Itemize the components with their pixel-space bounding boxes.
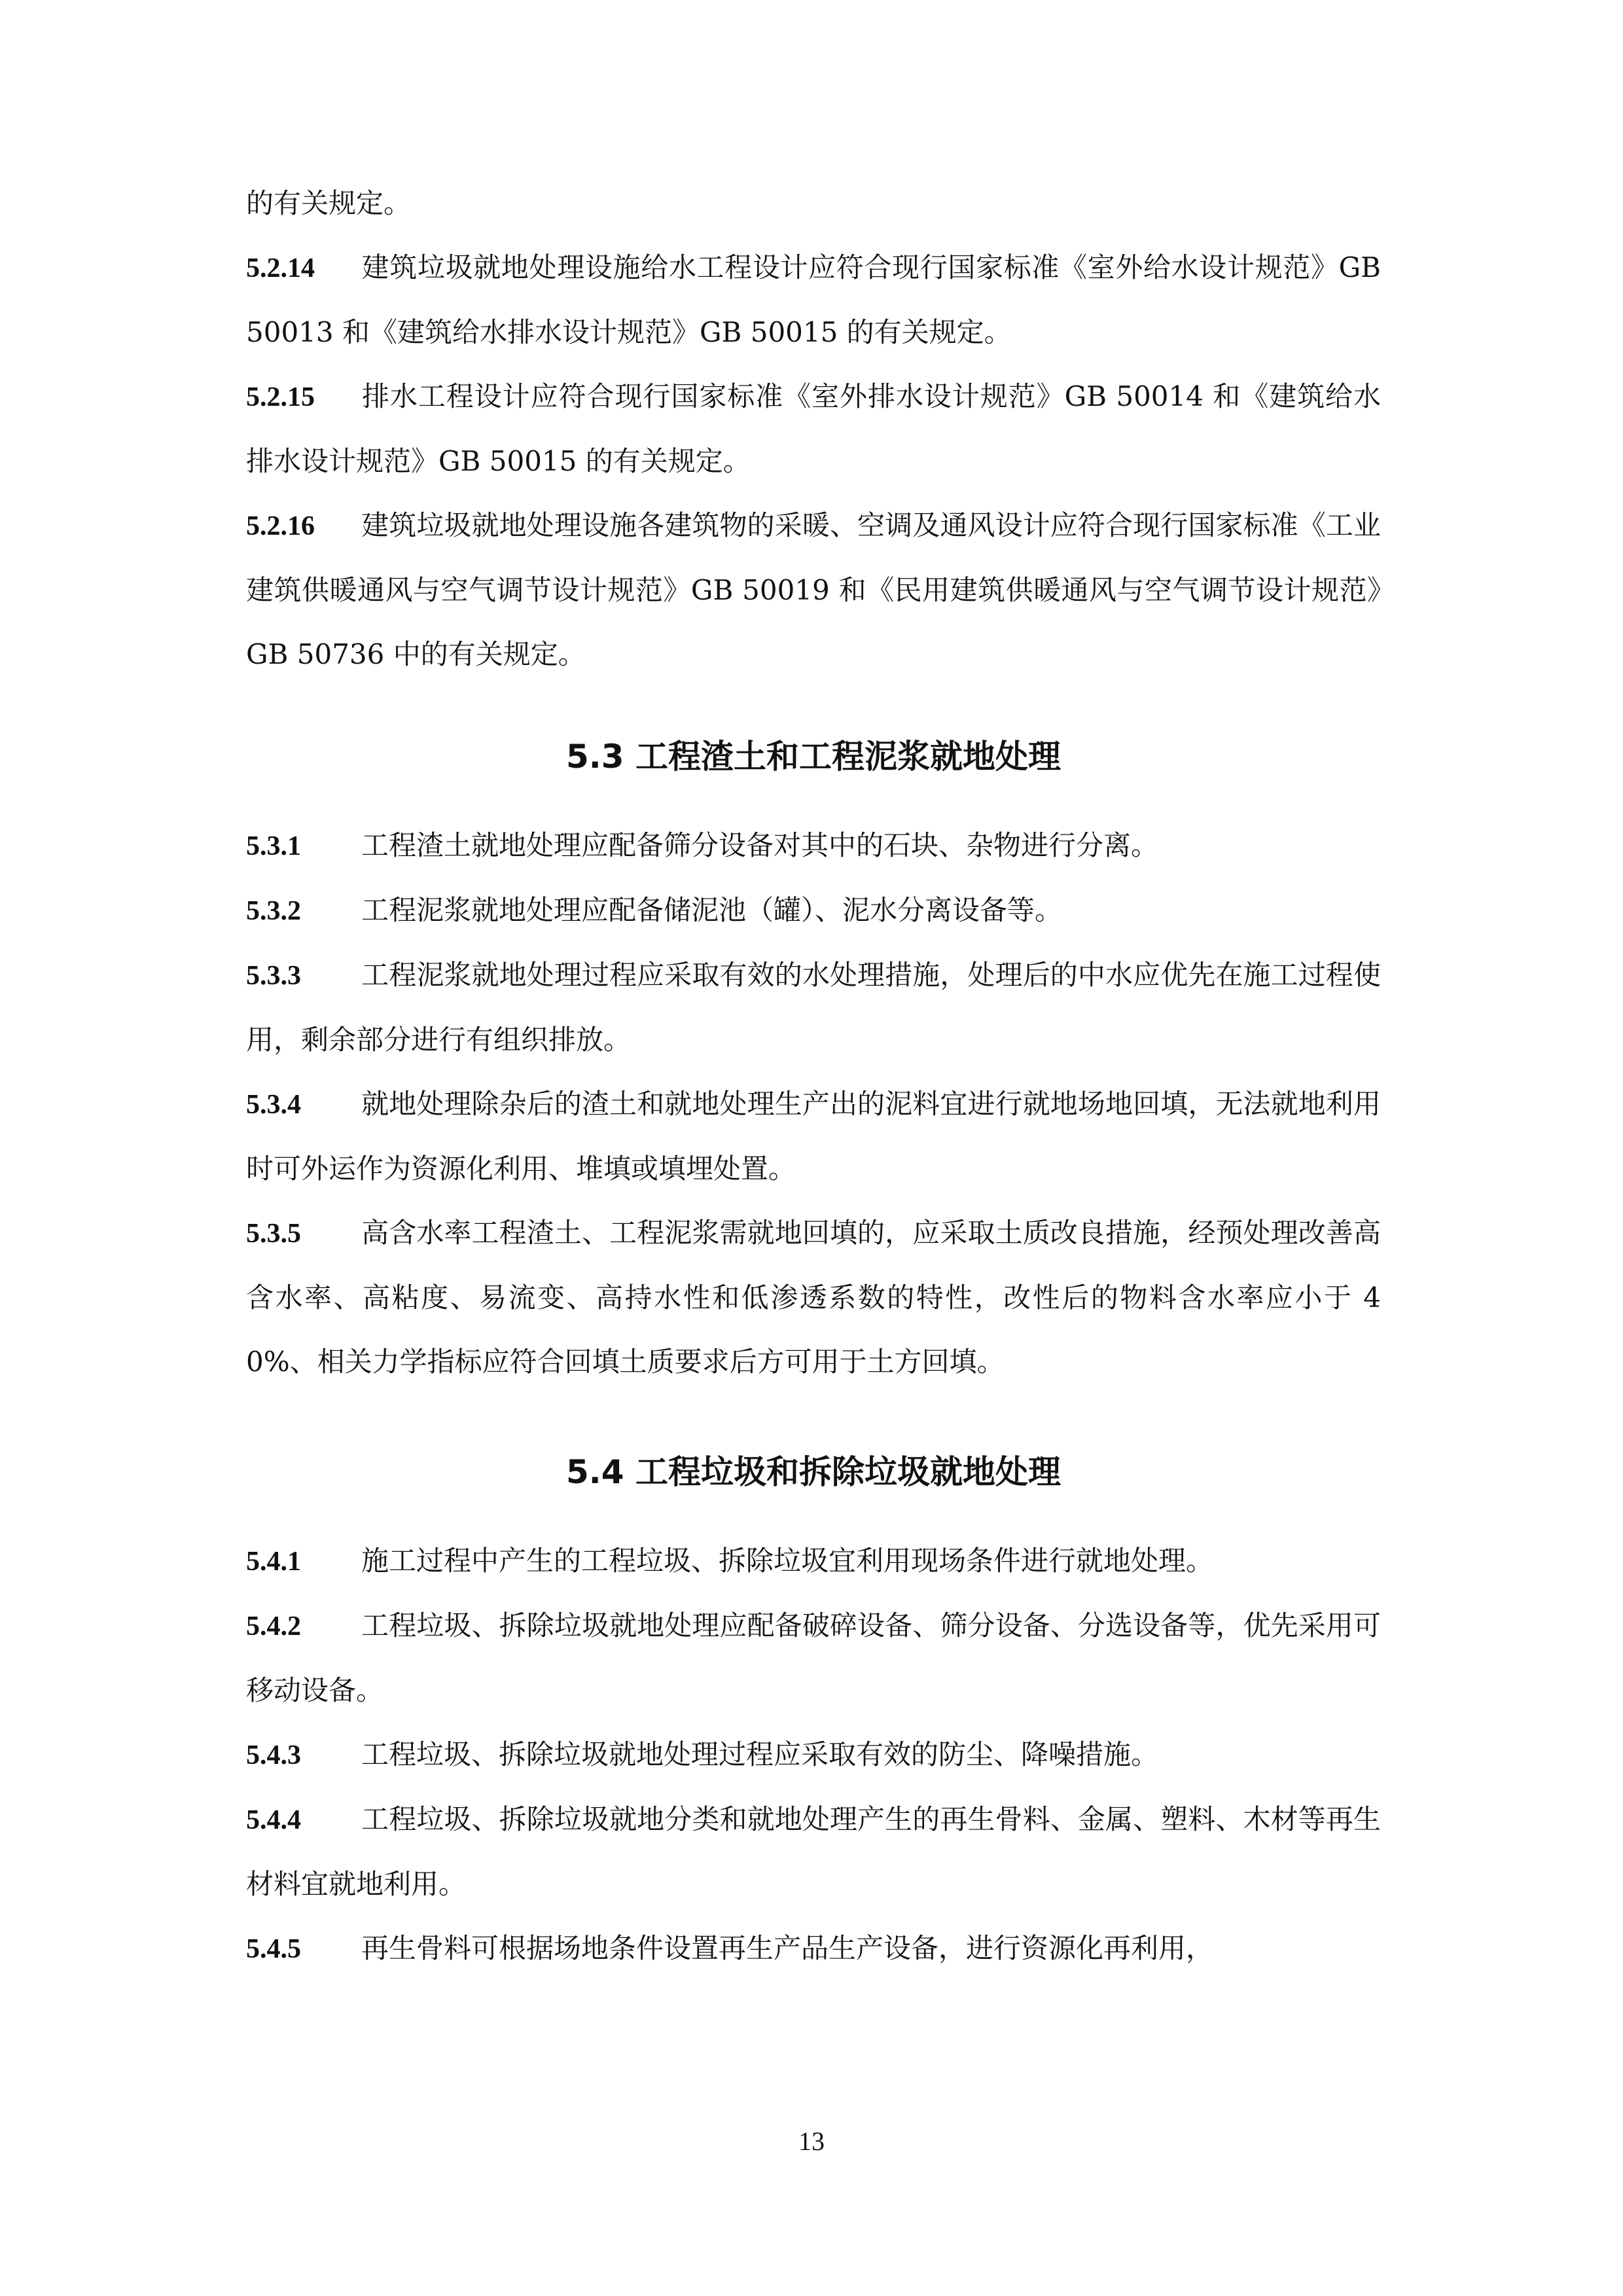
clause-text: 施工过程中产生的工程垃圾、拆除垃圾宜利用现场条件进行就地处理。 (361, 1545, 1214, 1577)
clause-number: 5.2.14 (246, 253, 315, 283)
clause-text: 工程垃圾、拆除垃圾就地处理应配备破碎设备、筛分设备、分选设备等，优先采用可移动设备。 (246, 1609, 1381, 1706)
clause-5-4-2 (246, 1594, 1381, 1723)
clause-number: 5.4.4 (246, 1805, 301, 1835)
clause-5-4-3 (246, 1723, 1381, 1787)
clause-5-4-5 (246, 1916, 1381, 1981)
page-number: 13 (798, 2126, 825, 2156)
clause-5-2-16 (246, 493, 1381, 687)
clause-text: 工程垃圾、拆除垃圾就地处理过程应采取有效的防尘、降噪措施。 (361, 1738, 1159, 1770)
continuation-text: 的有关规定。 (246, 187, 412, 219)
clause-5-4-1 (246, 1529, 1381, 1594)
clause-number: 5.3.1 (246, 831, 301, 861)
clause-text: 就地处理除杂后的渣土和就地处理生产出的泥料宜进行就地场地回填，无法就地利用时可外运作为资源化利用、堆填或填埋处置。 (246, 1088, 1381, 1185)
clause-5-2-15 (246, 365, 1381, 493)
clause-text: 工程垃圾、拆除垃圾就地分类和就地处理产生的再生骨料、金属、塑料、木材等再生材料宜就地利用。 (246, 1803, 1381, 1900)
clause-number: 5.4.3 (246, 1740, 301, 1770)
clause-5-3-1 (246, 814, 1381, 878)
section-heading-5-4: 5.4 工程垃圾和拆除垃圾就地处理 (566, 1453, 1061, 1491)
clause-5-3-5 (246, 1201, 1381, 1394)
clause-5-4-4 (246, 1787, 1381, 1916)
clause-text: 工程泥浆就地处理应配备储泥池（罐）、泥水分离设备等。 (361, 894, 1063, 926)
clause-5-3-3 (246, 943, 1381, 1072)
clause-5-3-4 (246, 1072, 1381, 1201)
clause-number: 5.3.4 (246, 1090, 301, 1120)
clause-text: 建筑垃圾就地处理设施各建筑物的采暖、空调及通风设计应符合现行国家标准《工业建筑供暖通风与空气调节设计规范》GB 50019 和《民用建筑供暖通风与空气调节设计规范》GB 50736 中的有关规定。 (246, 509, 1381, 670)
clause-5-3-2 (246, 878, 1381, 943)
clause-text: 建筑垃圾就地处理设施给水工程设计应符合现行国家标准《室外给水设计规范》GB 50013 和《建筑给水排水设计规范》GB 50015 的有关规定。 (246, 251, 1381, 348)
clause-number: 5.3.3 (246, 961, 301, 991)
clause-5-2-14 (246, 236, 1381, 365)
clause-text: 工程渣土就地处理应配备筛分设备对其中的石块、杂物进行分离。 (361, 829, 1159, 861)
clause-number: 5.3.2 (246, 896, 301, 926)
clause-number: 5.4.5 (246, 1934, 301, 1964)
section-heading-5-3: 5.3 工程渣土和工程泥浆就地处理 (566, 738, 1061, 776)
clause-number: 5.3.5 (246, 1219, 301, 1249)
clause-text: 再生骨料可根据场地条件设置再生产品生产设备，进行资源化再利用， (361, 1932, 1214, 1964)
clause-number: 5.4.1 (246, 1547, 301, 1577)
clause-number: 5.2.16 (246, 511, 315, 541)
clause-number: 5.4.2 (246, 1611, 301, 1641)
page-body (246, 171, 1381, 1981)
clause-text: 工程泥浆就地处理过程应采取有效的水处理措施，处理后的中水应优先在施工过程使用，剩余部分进行有组织排放。 (246, 959, 1381, 1056)
continuation-paragraph (246, 171, 1381, 236)
clause-text: 高含水率工程渣土、工程泥浆需就地回填的，应采取土质改良措施，经预处理改善高含水率、高粘度、易流变、高持水性和低渗透系数的特性，改性后的物料含水率应小于 40%、相关力学指标应符合回填土质要求后方可用于土方回填。 (246, 1217, 1381, 1378)
clause-number: 5.2.15 (246, 382, 315, 412)
clause-text: 排水工程设计应符合现行国家标准《室外排水设计规范》GB 50014 和《建筑给水排水设计规范》GB 50015 的有关规定。 (246, 380, 1381, 477)
